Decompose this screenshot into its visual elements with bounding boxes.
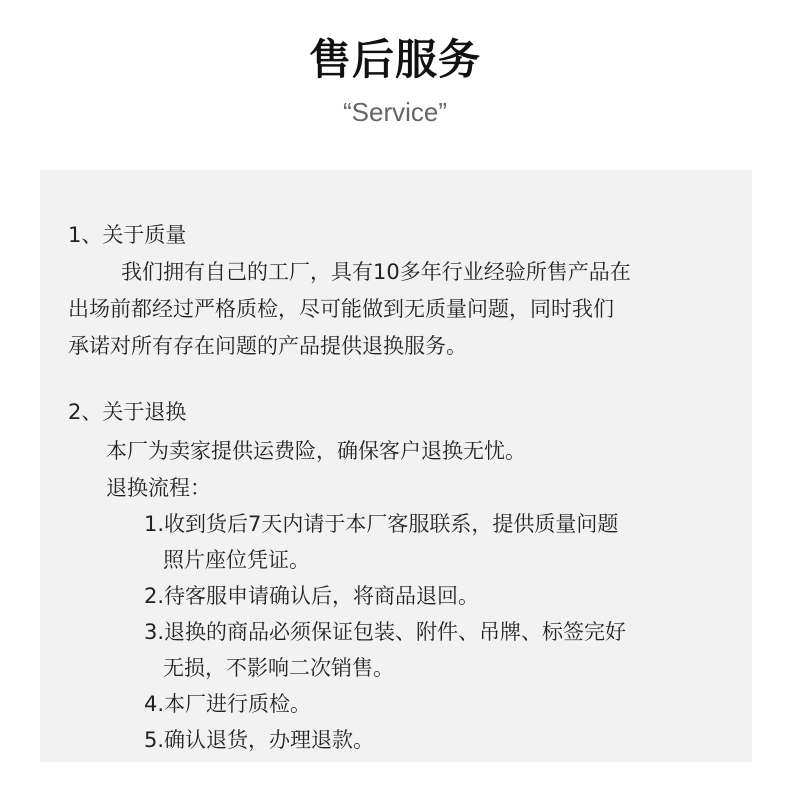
process-step-3-continued: 无损，不影响二次销售。 bbox=[163, 656, 394, 680]
process-step-1: 1.收到货后7天内请于本厂客服联系，提供质量问题 bbox=[144, 512, 619, 536]
process-step-2: 2.待客服申请确认后，将商品退回。 bbox=[144, 584, 480, 608]
process-step-1-continued: 照片座位凭证。 bbox=[163, 548, 310, 572]
process-step-3: 3.退换的商品必须保证包装、附件、吊牌、标签完好 bbox=[144, 620, 627, 644]
returns-intro: 本厂为卖家提供运费险，确保客户退换无忧。 bbox=[106, 439, 526, 463]
quality-paragraph-line-1: 我们拥有自己的工厂，具有10多年行业经验所售产品在 bbox=[121, 260, 631, 284]
process-step-5: 5.确认退货，办理退款。 bbox=[144, 728, 375, 752]
quality-paragraph-line-3: 承诺对所有存在问题的产品提供退换服务。 bbox=[68, 334, 467, 358]
page-subtitle: “Service” bbox=[342, 97, 447, 127]
returns-process-label: 退换流程： bbox=[106, 476, 211, 500]
page-title: 售后服务 bbox=[308, 35, 481, 84]
process-step-4: 4.本厂进行质检。 bbox=[144, 692, 312, 716]
quality-paragraph-line-2: 出场前都经过严格质检，尽可能做到无质量问题，同时我们 bbox=[68, 297, 614, 321]
section-heading-returns: 2、关于退换 bbox=[68, 400, 187, 424]
section-heading-quality: 1、关于质量 bbox=[68, 223, 187, 247]
